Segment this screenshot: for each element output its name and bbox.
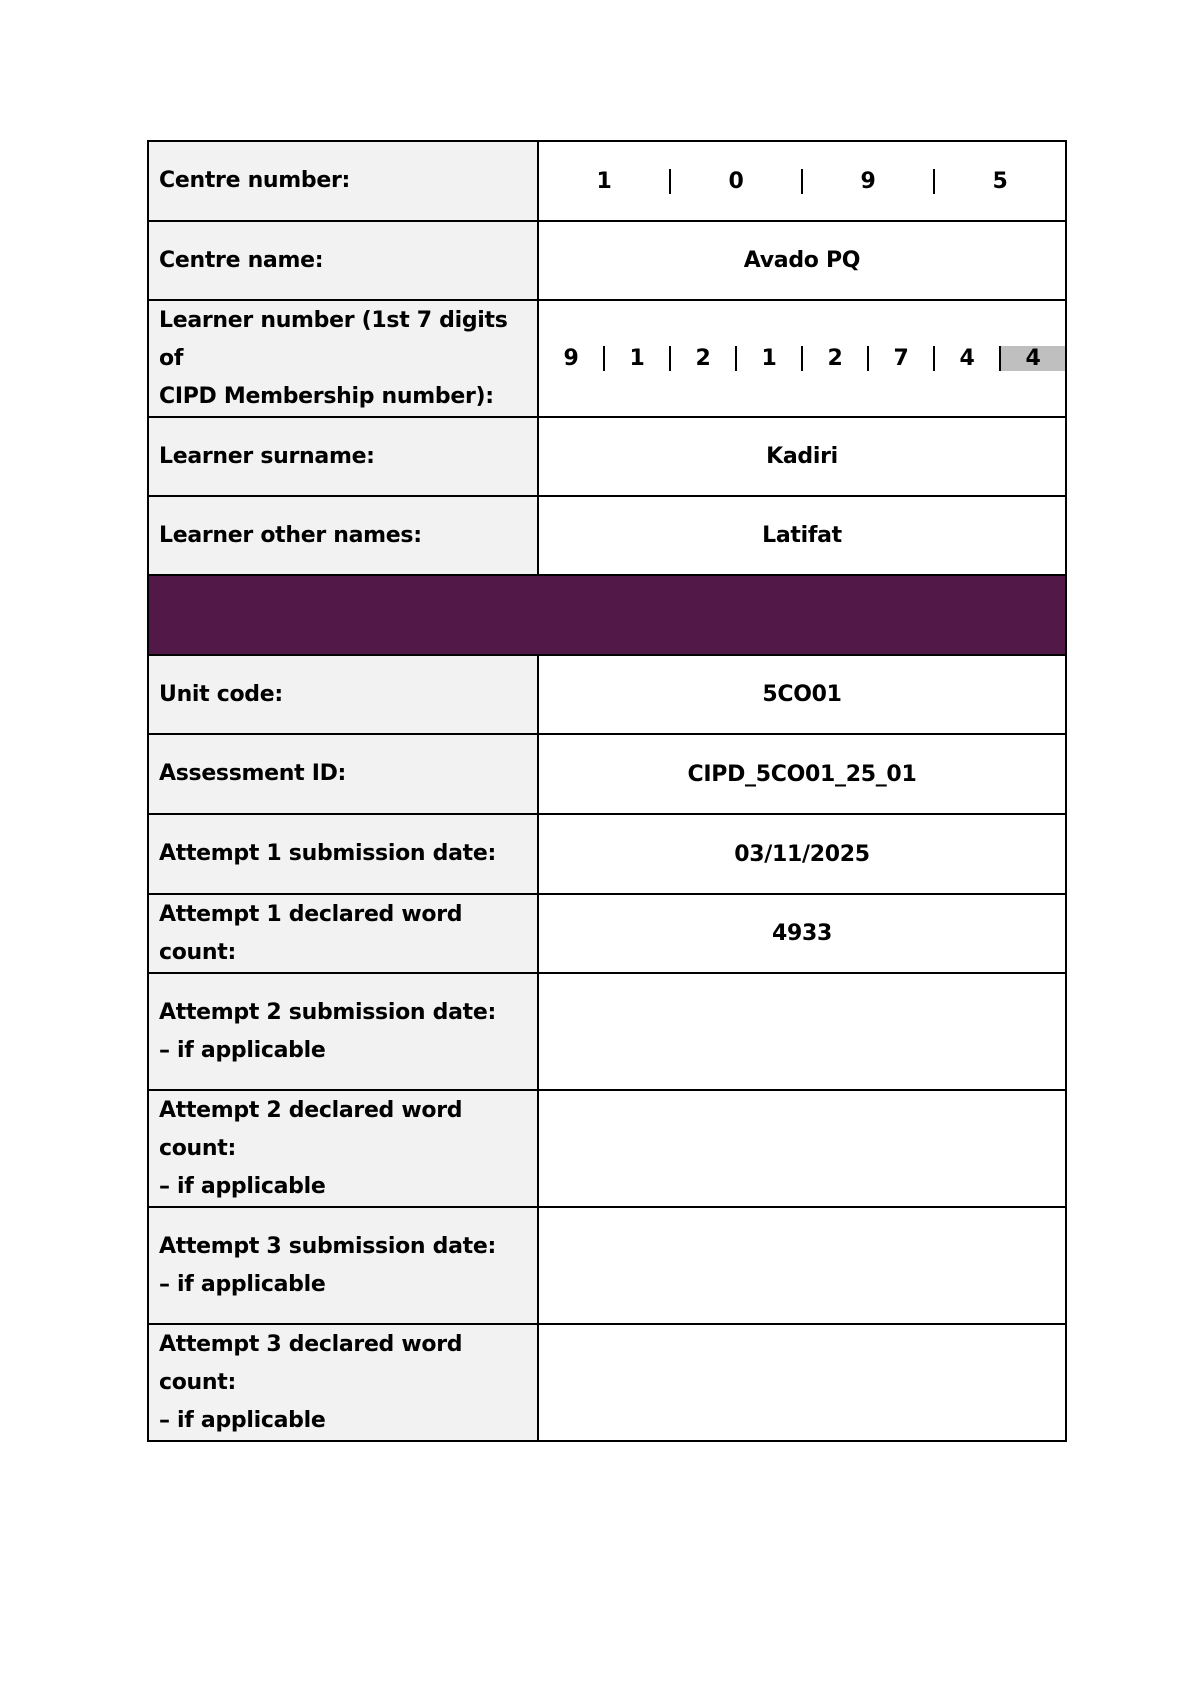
learner-surname-label: Learner surname: bbox=[148, 417, 538, 496]
learner-number-digit[interactable]: 1 bbox=[735, 346, 801, 371]
centre-name-row bbox=[148, 221, 1066, 300]
centre-name-label: Centre name: bbox=[148, 221, 538, 300]
centre-number-digit[interactable]: 1 bbox=[596, 168, 612, 194]
attempt2-words-field[interactable] bbox=[538, 1090, 1066, 1207]
attempt3-words-label bbox=[148, 1324, 538, 1441]
learner-number-digit[interactable]: 2 bbox=[669, 346, 735, 371]
centre-number-row bbox=[148, 141, 1066, 221]
attempt2-words-label-line2: – if applicable bbox=[159, 1173, 326, 1199]
attempt3-words-row bbox=[148, 1324, 1066, 1441]
assessment-id-field[interactable]: CIPD_5CO01_25_01 bbox=[538, 734, 1066, 814]
learner-other-names-field[interactable]: Latifat bbox=[538, 496, 1066, 575]
attempt1-date-label: Attempt 1 submission date: bbox=[148, 814, 538, 894]
learner-other-names-label: Learner other names: bbox=[148, 496, 538, 575]
learner-number-digit[interactable]: 9 bbox=[563, 346, 579, 371]
attempt2-words-row bbox=[148, 1090, 1066, 1207]
learner-number-row bbox=[148, 300, 1066, 417]
centre-number-digit[interactable]: 0 bbox=[669, 169, 801, 194]
centre-number-digit[interactable]: 9 bbox=[801, 169, 933, 194]
learner-number-check-digit[interactable]: 4 bbox=[999, 346, 1065, 371]
learner-surname-field[interactable]: Kadiri bbox=[538, 417, 1066, 496]
learner-number-digit[interactable]: 1 bbox=[603, 346, 669, 371]
attempt2-date-label bbox=[148, 973, 538, 1090]
centre-name-field[interactable]: Avado PQ bbox=[538, 221, 1066, 300]
attempt2-date-label-line1: Attempt 2 submission date: bbox=[159, 999, 496, 1025]
assessment-id-row bbox=[148, 734, 1066, 814]
attempt3-date-field[interactable] bbox=[538, 1207, 1066, 1324]
submission-cover-table bbox=[147, 140, 1067, 1442]
learner-surname-row bbox=[148, 417, 1066, 496]
attempt1-words-row bbox=[148, 894, 1066, 973]
centre-number-label: Centre number: bbox=[148, 141, 538, 221]
learner-number-digit[interactable]: 4 bbox=[933, 346, 999, 371]
unit-code-label: Unit code: bbox=[148, 655, 538, 734]
attempt2-words-label bbox=[148, 1090, 538, 1207]
attempt1-words-field[interactable]: 4933 bbox=[538, 894, 1066, 973]
unit-code-row bbox=[148, 655, 1066, 734]
attempt2-date-field[interactable] bbox=[538, 973, 1066, 1090]
attempt1-date-field[interactable]: 03/11/2025 bbox=[538, 814, 1066, 894]
attempt3-words-field[interactable] bbox=[538, 1324, 1066, 1441]
attempt2-words-label-line1: Attempt 2 declared word count: bbox=[159, 1097, 463, 1161]
learner-other-names-row bbox=[148, 496, 1066, 575]
attempt3-date-label-line1: Attempt 3 submission date: bbox=[159, 1233, 496, 1259]
attempt3-date-label-line2: – if applicable bbox=[159, 1271, 326, 1297]
unit-code-field[interactable]: 5CO01 bbox=[538, 655, 1066, 734]
centre-number-digits bbox=[539, 169, 1065, 194]
attempt2-date-row bbox=[148, 973, 1066, 1090]
section-divider-band bbox=[148, 575, 1066, 655]
attempt3-date-row bbox=[148, 1207, 1066, 1324]
learner-number-label bbox=[148, 300, 538, 417]
attempt3-date-label bbox=[148, 1207, 538, 1324]
attempt3-words-label-line1: Attempt 3 declared word count: bbox=[159, 1331, 463, 1395]
section-divider-fill bbox=[148, 575, 1066, 655]
centre-number-field[interactable] bbox=[538, 141, 1066, 221]
learner-number-label-line2: CIPD Membership number): bbox=[159, 383, 494, 409]
learner-number-digit[interactable]: 2 bbox=[801, 346, 867, 371]
assessment-id-label: Assessment ID: bbox=[148, 734, 538, 814]
learner-number-digits bbox=[539, 346, 1065, 371]
attempt1-words-label: Attempt 1 declared word count: bbox=[148, 894, 538, 973]
attempt1-date-row bbox=[148, 814, 1066, 894]
attempt2-date-label-line2: – if applicable bbox=[159, 1037, 326, 1063]
learner-number-digit[interactable]: 7 bbox=[867, 346, 933, 371]
attempt3-words-label-line2: – if applicable bbox=[159, 1407, 326, 1433]
learner-number-label-line1: Learner number (1st 7 digits of bbox=[159, 307, 508, 371]
centre-number-digit[interactable]: 5 bbox=[933, 169, 1065, 194]
learner-number-field[interactable] bbox=[538, 300, 1066, 417]
